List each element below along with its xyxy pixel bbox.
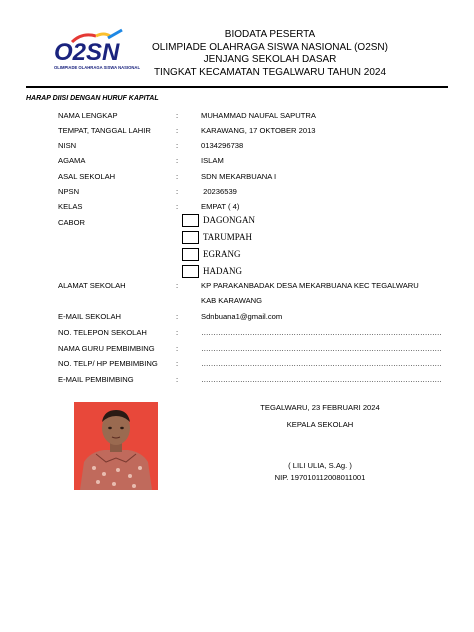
field-value-line-2: KAB KARAWANG bbox=[201, 296, 263, 305]
logo-text: O2SN bbox=[54, 39, 120, 66]
field-blank-line[interactable]: ……………………………………………………………………………………… bbox=[201, 375, 442, 384]
checkbox-label-tarumpah: TARUMPAH bbox=[203, 232, 252, 242]
instruction-note: HARAP DIISI DENGAN HURUF KAPITAL bbox=[26, 95, 159, 102]
field-label: NISN bbox=[58, 141, 77, 150]
field-label: E-MAIL SEKOLAH bbox=[58, 312, 122, 321]
field-value: Sdnbuana1@gmail.com bbox=[201, 312, 283, 321]
header-line-2: OLIMPIADE OLAHRAGA SISWA NASIONAL (O2SN) bbox=[152, 41, 388, 53]
checkbox-label-hadang: HADANG bbox=[203, 266, 242, 276]
field-colon: : bbox=[176, 328, 179, 337]
field-colon: : bbox=[176, 187, 179, 196]
o2sn-logo bbox=[52, 28, 144, 72]
checkbox-dagongan[interactable] bbox=[182, 214, 199, 227]
logo-subtext: OLIMPIADE OLAHRAGA SISWA NASIONAL bbox=[54, 65, 140, 70]
header-line-1: BIODATA PESERTA bbox=[224, 29, 316, 40]
field-value: MUHAMMAD NAUFAL SAPUTRA bbox=[201, 111, 316, 120]
field-label: ALAMAT SEKOLAH bbox=[58, 281, 126, 290]
student-photo bbox=[74, 402, 158, 490]
field-label: ASAL SEKOLAH bbox=[58, 172, 116, 181]
field-label: CABOR bbox=[58, 218, 86, 227]
field-colon: : bbox=[176, 312, 179, 321]
field-colon: : bbox=[176, 281, 179, 290]
header-divider bbox=[26, 86, 448, 88]
field-label: AGAMA bbox=[58, 156, 86, 165]
signature-nip: NIP. 197010112008011001 bbox=[274, 473, 366, 482]
field-label: E-MAIL PEMBIMBING bbox=[58, 375, 134, 384]
field-value: KARAWANG, 17 OKTOBER 2013 bbox=[201, 126, 316, 135]
field-colon: : bbox=[176, 156, 179, 165]
checkbox-egrang[interactable] bbox=[182, 248, 199, 261]
field-value: ISLAM bbox=[201, 156, 224, 165]
field-value: EMPAT ( 4) bbox=[201, 202, 240, 211]
checkbox-hadang[interactable] bbox=[182, 265, 199, 278]
checkbox-tarumpah[interactable] bbox=[182, 231, 199, 244]
field-label: TEMPAT, TANGGAL LAHIR bbox=[58, 126, 151, 135]
field-blank-line[interactable]: ……………………………………………………………………………………… bbox=[201, 328, 442, 337]
field-blank-line[interactable]: ……………………………………………………………………………………… bbox=[201, 359, 442, 368]
signature-place-date: TEGALWARU, 23 FEBRUARI 2024 bbox=[260, 403, 380, 412]
checkbox-label-dagongan: DAGONGAN bbox=[203, 215, 255, 225]
field-colon: : bbox=[176, 344, 179, 353]
field-value-line-1: KP PARAKANBADAK DESA MEKARBUANA KEC TEGALWARU bbox=[201, 281, 419, 290]
signature-role: KEPALA SEKOLAH bbox=[286, 420, 354, 429]
field-colon: : bbox=[176, 111, 179, 120]
field-label: NPSN bbox=[58, 187, 80, 196]
field-blank-line[interactable]: ……………………………………………………………………………………… bbox=[201, 344, 442, 353]
field-colon: : bbox=[176, 202, 179, 211]
field-colon: : bbox=[176, 126, 179, 135]
header-line-3: JENJANG SEKOLAH DASAR bbox=[203, 54, 337, 65]
field-colon: : bbox=[176, 141, 179, 150]
field-label: NO. TELEPON SEKOLAH bbox=[58, 328, 147, 337]
checkbox-label-egrang: EGRANG bbox=[203, 249, 241, 259]
field-label: NAMA LENGKAP bbox=[58, 111, 118, 120]
field-value: 20236539 bbox=[201, 187, 237, 196]
field-colon: : bbox=[176, 172, 179, 181]
field-colon: : bbox=[176, 359, 179, 368]
field-colon: : bbox=[176, 375, 179, 384]
field-value: 0134296738 bbox=[201, 141, 244, 150]
signature-name: ( LILI ULIA, S.Ag. ) bbox=[288, 461, 352, 470]
field-label: NO. TELP/ HP PEMBIMBING bbox=[58, 359, 158, 368]
field-value: SDN MEKARBUANA I bbox=[201, 172, 277, 181]
field-label: KELAS bbox=[58, 202, 83, 211]
header-line-4: TINGKAT KECAMATAN TEGALWARU TAHUN 2024 bbox=[153, 66, 387, 78]
field-label: NAMA GURU PEMBIMBING bbox=[58, 344, 155, 353]
